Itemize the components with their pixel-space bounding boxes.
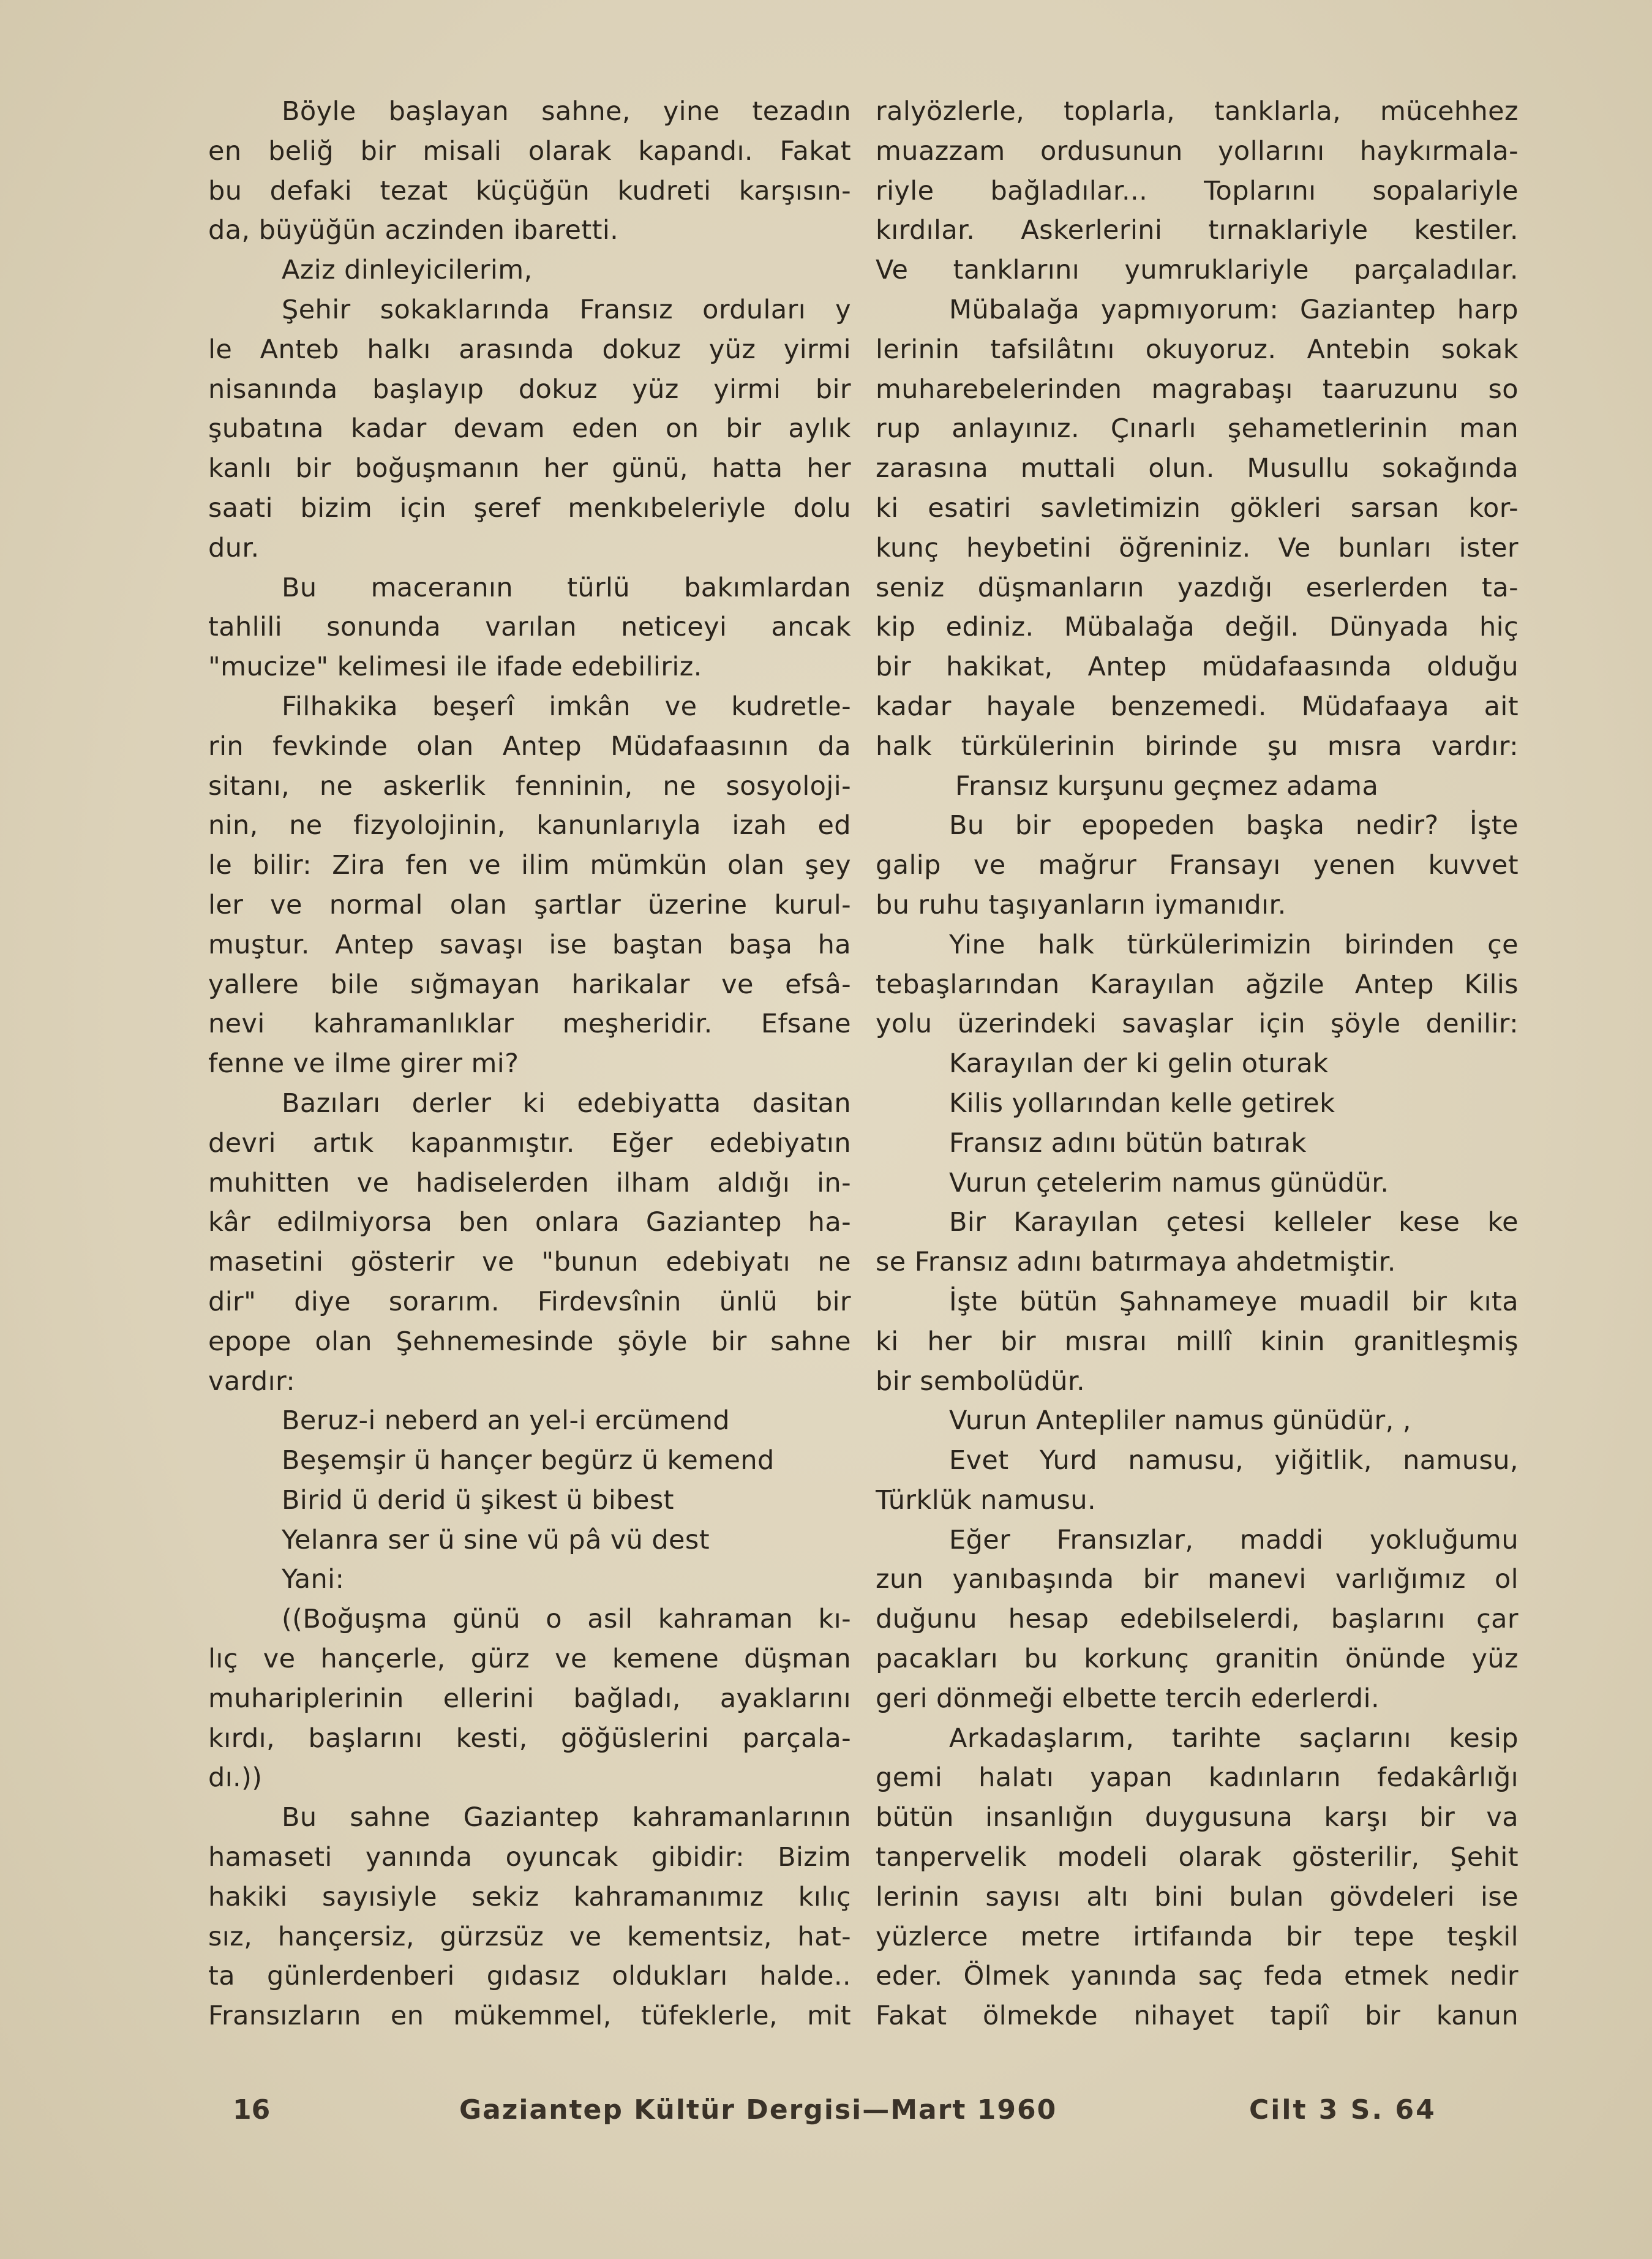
text-line: Aziz dinleyicilerim, [282, 255, 533, 286]
text-line: yüzlerce metre irtifaında bir tepe teşkil [876, 1921, 1519, 1952]
text-line: masetini gösterir ve "bunun edebiyatı ne [208, 1247, 851, 1278]
text-line: zun yanıbaşında bir manevi varlığımız ol [876, 1564, 1519, 1595]
text-line: muazzam ordusunun yollarını haykırmala- [876, 135, 1519, 167]
text-line: pacakları bu korkunç granitin önünde yüz [876, 1644, 1519, 1675]
volume-issue: Cilt 3 S. 64 [1249, 2094, 1436, 2126]
text-line: Eğer Fransızlar, maddi yokluğumu [949, 1524, 1519, 1555]
text-line: lerinin sayısı altı bini bulan gövdeleri ise [876, 1881, 1519, 1912]
text-line: muştur. Antep savaşı ise baştan başa ha [208, 929, 851, 960]
text-line: Fransız kurşunu geçmez adama [955, 770, 1379, 802]
text-line: saati bizim için şeref menkıbeleriyle dolu [208, 492, 851, 524]
text-line: Beruz-i neberd an yel-i ercümend [282, 1405, 730, 1437]
text-line: rin fevkinde olan Antep Müdafaasının da [208, 731, 851, 762]
text-line: Yine halk türkülerimizin birinden çe [949, 929, 1519, 960]
text-line: nin, ne fizyolojinin, kanunlarıyla izah ed [208, 810, 851, 841]
text-line: da, büyüğün aczinden ibaretti. [208, 215, 619, 246]
text-line: ki esatiri savletimizin gökleri sarsan kor- [876, 492, 1519, 524]
text-line: nisanında başlayıp dokuz yüz yirmi bir [208, 374, 851, 405]
text-line: bir hakikat, Antep müdafaasında olduğu [876, 652, 1519, 683]
text-line: Kilis yollarından kelle getirek [949, 1088, 1335, 1119]
page-number: 16 [233, 2094, 271, 2126]
text-line: Vurun çetelerim namus günüdür. [949, 1167, 1389, 1198]
text-line: kip ediniz. Mübalağa değil. Dünyada hiç [876, 612, 1519, 643]
text-line: gemi halatı yapan kadınların fedakârlığı [876, 1762, 1519, 1794]
text-line: Ve tanklarını yumruklariyle parçaladılar. [876, 255, 1519, 286]
text-line: Fransız adını bütün batırak [949, 1127, 1307, 1159]
text-line: dir" diye sorarım. Firdevsînin ünlü bir [208, 1286, 851, 1317]
text-line: kunç heybetini öğreniniz. Ve bunları ister [876, 532, 1519, 563]
text-line: dur. [208, 532, 260, 563]
text-line: ((Boğuşma günü o asil kahraman kı- [282, 1604, 851, 1635]
text-line: rup anlayınız. Çınarlı şehametlerinin man [876, 413, 1519, 445]
text-line: Mübalağa yapmıyorum: Gaziantep harp [949, 294, 1519, 325]
text-line: ler ve normal olan şartlar üzerine kurul- [208, 889, 851, 920]
text-line: şubatına kadar devam eden on bir aylık [208, 413, 851, 445]
text-line: tanpervelik modeli olarak gösterilir, Şehit [876, 1842, 1519, 1873]
text-line: hakiki sayısiyle sekiz kahramanımız kılıç [208, 1881, 851, 1912]
text-line: Yani: [282, 1564, 345, 1595]
text-line: Bu bir epopeden başka nedir? İşte [949, 810, 1519, 841]
text-line: Şehir sokaklarında Fransız orduları y [282, 294, 851, 325]
text-line: Birid ü derid ü şikest ü bibest [282, 1484, 674, 1516]
text-line: le bilir: Zira fen ve ilim mümkün olan şey [208, 850, 851, 881]
magazine-title-date: Gaziantep Kültür Dergisi—Mart 1960 [459, 2094, 1057, 2126]
text-line: Filhakika beşerî imkân ve kudretle- [282, 691, 851, 722]
text-line: halk türkülerinin birinde şu mısra vardır: [876, 731, 1519, 762]
text-line: en beliğ bir misali olarak kapandı. Fakat [208, 135, 851, 167]
text-line: Beşemşir ü hançer begürz ü kemend [282, 1445, 775, 1476]
text-line: kâr edilmiyorsa ben onlara Gaziantep ha- [208, 1207, 851, 1238]
text-line: kanlı bir boğuşmanın her günü, hatta her [208, 453, 851, 484]
text-line: devri artık kapanmıştır. Eğer edebiyatın [208, 1127, 851, 1159]
text-line: fenne ve ilme girer mi? [208, 1048, 519, 1080]
text-line: tebaşlarından Karayılan ağzile Antep Kilis [876, 969, 1519, 1000]
text-line: Bu maceranın türlü bakımlardan [282, 572, 851, 603]
text-line: riyle bağladılar... Toplarını sopalariyle [876, 175, 1519, 206]
text-line: Böyle başlayan sahne, yine tezadın [282, 96, 851, 127]
text-line: lerinin tafsilâtını okuyoruz. Antebin sokak [876, 334, 1519, 365]
text-line: hamaseti yanında oyuncak gibidir: Bizim [208, 1842, 851, 1873]
text-line: yallere bile sığmayan harikalar ve efsâ- [208, 969, 851, 1000]
text-line: Arkadaşlarım, tarihte saçlarını kesip [949, 1723, 1519, 1754]
left-text-column [208, 92, 851, 2036]
text-line: epope olan Şehnemesinde şöyle bir sahne [208, 1326, 851, 1357]
text-line: ta günlerdenberi gıdasız oldukları halde.. [208, 1961, 851, 1992]
text-line: Fransızların en mükemmel, tüfeklerle, mit [208, 2001, 851, 2032]
text-line: Bu sahne Gaziantep kahramanlarının [282, 1802, 851, 1833]
text-line: Fakat ölmekde nihayet tapiî bir kanun [876, 2001, 1519, 2032]
text-line: duğunu hesap edebilselerdi, başlarını çar [876, 1604, 1519, 1635]
text-line: galip ve mağrur Fransayı yenen kuvvet [876, 850, 1519, 881]
text-line: le Anteb halkı arasında dokuz yüz yirmi [208, 334, 851, 365]
text-line: Türklük namusu. [876, 1484, 1097, 1516]
text-line: seniz düşmanların yazdığı eserlerden ta- [876, 572, 1519, 603]
text-line: kırdı, başlarını kesti, göğüslerini parçala- [208, 1723, 851, 1754]
text-line: bir sembolüdür. [876, 1366, 1086, 1397]
text-line: ki her bir mısraı millî kinin granitleşmiş [876, 1326, 1519, 1357]
text-line: Yelanra ser ü sine vü pâ vü dest [282, 1524, 710, 1555]
text-line: muhitten ve hadiselerden ilham aldığı in- [208, 1167, 851, 1198]
text-line: kadar hayale benzemedi. Müdafaaya ait [876, 691, 1519, 722]
text-line: Bazıları derler ki edebiyatta dasitan [282, 1088, 851, 1119]
text-line: tahlili sonunda varılan neticeyi ancak [208, 612, 851, 643]
text-line: muharebelerinden magrabaşı taaruzunu so [876, 374, 1519, 405]
text-line: sız, hançersiz, gürzsüz ve kementsiz, hat- [208, 1921, 851, 1952]
text-line: kırdılar. Askerlerini tırnaklariyle kestiler. [876, 215, 1519, 246]
text-line: İşte bütün Şahnameye muadil bir kıta [949, 1286, 1519, 1317]
text-line: bütün insanlığın duygusuna karşı bir va [876, 1802, 1519, 1833]
text-line: Evet Yurd namusu, yiğitlik, namusu, [949, 1445, 1519, 1476]
text-line: Bir Karayılan çetesi kelleler kese ke [949, 1207, 1519, 1238]
text-line: yolu üzerindeki savaşlar için şöyle denilir: [876, 1009, 1519, 1040]
page-footer [233, 2094, 1445, 2137]
text-line: se Fransız adını batırmaya ahdetmiştir. [876, 1247, 1396, 1278]
text-line: ralyözlerle, toplarla, tanklarla, mücehhez [876, 96, 1519, 127]
text-line: Karayılan der ki gelin oturak [949, 1048, 1329, 1080]
text-line: sitanı, ne askerlik fenninin, ne sosyoloji- [208, 770, 851, 802]
text-line: nevi kahramanlıklar meşheridir. Efsane [208, 1009, 851, 1040]
text-line: lıç ve hançerle, gürz ve kemene düşman [208, 1644, 851, 1675]
text-line: vardır: [208, 1366, 296, 1397]
text-line: Vurun Antepliler namus günüdür, , [949, 1405, 1411, 1437]
right-text-column [876, 92, 1519, 2036]
text-line: geri dönmeği elbette tercih ederlerdi. [876, 1683, 1380, 1714]
text-line: bu ruhu taşıyanların iymanıdır. [876, 889, 1286, 920]
text-line: zarasına muttali olun. Musullu sokağında [876, 453, 1519, 484]
text-line: "mucize" kelimesi ile ifade edebiliriz. [208, 652, 702, 683]
text-line: muhariplerinin ellerini bağladı, ayaklarını [208, 1683, 851, 1714]
text-line: dı.)) [208, 1762, 263, 1794]
text-line: bu defaki tezat küçüğün kudreti karşısın- [208, 175, 851, 206]
text-line: eder. Ölmek yanında saç feda etmek nedir [876, 1961, 1519, 1992]
